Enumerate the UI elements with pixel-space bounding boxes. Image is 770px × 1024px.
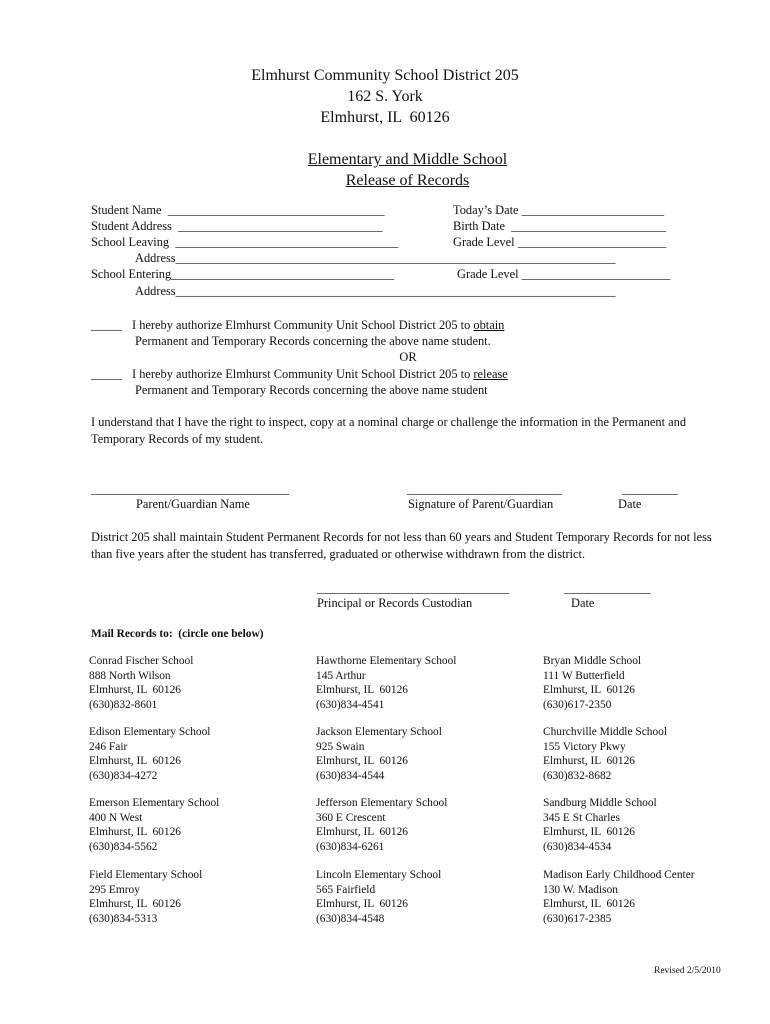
school-city: Elmhurst, IL 60126 xyxy=(543,826,635,839)
obtain-authorization-line2: Permanent and Temporary Records concerning the above name student. xyxy=(135,334,491,348)
parent-name-line[interactable]: ________________________________ xyxy=(91,482,290,496)
school-option[interactable] xyxy=(316,868,441,926)
school-name: Madison Early Childhood Center xyxy=(543,869,695,881)
school-name: Bryan Middle School xyxy=(543,655,642,667)
entering-address-field[interactable]: Address_______________________________________________________________________ xyxy=(135,284,616,298)
parent-name-label: Parent/Guardian Name xyxy=(136,497,250,511)
district-city: Elmhurst, IL 60126 xyxy=(320,109,450,126)
student-address-field[interactable]: Student Address _________________________________ xyxy=(91,219,383,233)
grade-level-leaving-field[interactable]: Grade Level ________________________ xyxy=(453,235,667,249)
mail-records-heading: Mail Records to: (circle one below) xyxy=(91,628,264,640)
school-option[interactable] xyxy=(543,654,641,712)
school-phone: (630)834-4544 xyxy=(316,769,385,782)
school-city: Elmhurst, IL 60126 xyxy=(543,684,635,697)
school-street: 925 Swain xyxy=(316,740,365,753)
obtain-checkbox-blank[interactable]: _____ xyxy=(91,318,122,332)
school-option[interactable] xyxy=(89,725,210,783)
school-street: 888 North Wilson xyxy=(89,669,171,682)
release-authorization xyxy=(132,366,508,382)
district-name: Elmhurst Community School District 205 xyxy=(251,67,519,84)
parent-signature-label: Signature of Parent/Guardian xyxy=(408,497,554,511)
school-name: Churchville Middle School xyxy=(543,726,668,738)
school-name: Hawthorne Elementary School xyxy=(316,655,457,667)
release-checkbox-blank[interactable]: _____ xyxy=(91,367,122,381)
school-phone: (630)617-2350 xyxy=(543,698,612,711)
school-option[interactable] xyxy=(543,796,657,854)
school-street: 246 Fair xyxy=(89,740,128,753)
leaving-address-field[interactable]: Address_______________________________________________________________________ xyxy=(135,251,616,265)
school-city: Elmhurst, IL 60126 xyxy=(543,755,635,768)
school-street: 360 E Crescent xyxy=(316,811,386,824)
school-phone: (630)834-6261 xyxy=(316,840,385,853)
school-street: 130 W. Madison xyxy=(543,883,618,896)
school-street: 111 W Butterfield xyxy=(543,669,625,682)
retention-statement: District 205 shall maintain Student Permanent Records for not less than 60 years and Student Temporary Records for not less than five years after the student has transferred, graduated or otherwise withdrawn from the district. xyxy=(91,530,712,561)
todays-date-field[interactable]: Today’s Date _______________________ xyxy=(453,203,665,217)
obtain-text: I hereby authorize Elmhurst Community Unit School District 205 to xyxy=(132,318,474,332)
custodian-signature-line[interactable]: _______________________________ xyxy=(317,581,510,595)
school-name: Conrad Fischer School xyxy=(89,655,194,667)
school-option[interactable] xyxy=(89,868,202,926)
school-name: Lincoln Elementary School xyxy=(316,869,442,881)
school-phone: (630)834-4541 xyxy=(316,698,385,711)
school-city: Elmhurst, IL 60126 xyxy=(543,898,635,911)
school-phone: (630)834-5562 xyxy=(89,840,158,853)
school-city: Elmhurst, IL 60126 xyxy=(89,755,181,768)
form-title-line2: Release of Records xyxy=(345,172,470,189)
release-keyword: release xyxy=(473,367,508,381)
school-name: Jefferson Elementary School xyxy=(316,797,448,809)
revised-date: Revised 2/5/2010 xyxy=(654,966,721,976)
school-phone: (630)832-8682 xyxy=(543,769,612,782)
school-phone: (630)834-5313 xyxy=(89,912,158,925)
school-name: Jackson Elementary School xyxy=(316,726,442,738)
student-name-field[interactable]: Student Name ___________________________________ xyxy=(91,203,385,217)
parent-signature-line[interactable]: _________________________ xyxy=(407,482,562,496)
form-title-line1: Elementary and Middle School xyxy=(307,151,508,168)
school-name: Sandburg Middle School xyxy=(543,797,657,809)
school-city: Elmhurst, IL 60126 xyxy=(89,826,181,839)
obtain-authorization xyxy=(132,317,504,333)
custodian-date-line[interactable]: ______________ xyxy=(564,581,651,595)
school-option[interactable] xyxy=(316,654,456,712)
school-name: Edison Elementary School xyxy=(89,726,211,738)
rights-statement: I understand that I have the right to inspect, copy at a nominal charge or challenge the information in the Permanent and Temporary Records of my student. xyxy=(91,415,687,446)
school-option[interactable] xyxy=(543,868,695,926)
school-option[interactable] xyxy=(316,725,442,783)
custodian-label: Principal or Records Custodian xyxy=(317,596,473,610)
school-option[interactable] xyxy=(316,796,447,854)
school-phone: (630)834-4548 xyxy=(316,912,385,925)
school-city: Elmhurst, IL 60126 xyxy=(89,684,181,697)
or-separator: OR xyxy=(399,350,417,364)
school-city: Elmhurst, IL 60126 xyxy=(316,826,408,839)
obtain-keyword: obtain xyxy=(473,318,505,332)
release-authorization-line2: Permanent and Temporary Records concerning the above name student xyxy=(135,383,488,397)
custodian-date-label: Date xyxy=(571,596,595,610)
school-city: Elmhurst, IL 60126 xyxy=(316,684,408,697)
parent-date-label: Date xyxy=(618,497,642,511)
parent-date-line[interactable]: _________ xyxy=(622,482,678,496)
grade-level-entering-field[interactable]: Grade Level ________________________ xyxy=(457,267,671,281)
school-street: 400 N West xyxy=(89,811,143,824)
school-street: 345 E St Charles xyxy=(543,811,620,824)
school-phone: (630)832-8601 xyxy=(89,698,158,711)
school-option[interactable] xyxy=(89,796,219,854)
school-name: Field Elementary School xyxy=(89,869,203,881)
school-name: Emerson Elementary School xyxy=(89,797,220,809)
school-option[interactable] xyxy=(543,725,667,783)
release-text: I hereby authorize Elmhurst Community Unit School District 205 to xyxy=(132,367,474,381)
school-phone: (630)834-4272 xyxy=(89,769,158,782)
school-phone: (630)617-2385 xyxy=(543,912,612,925)
school-street: 145 Arthur xyxy=(316,669,366,682)
school-city: Elmhurst, IL 60126 xyxy=(316,755,408,768)
school-leaving-field[interactable]: School Leaving ____________________________________ xyxy=(91,235,399,249)
school-city: Elmhurst, IL 60126 xyxy=(316,898,408,911)
school-city: Elmhurst, IL 60126 xyxy=(89,898,181,911)
school-option[interactable] xyxy=(89,654,193,712)
school-street: 155 Victory Pkwy xyxy=(543,740,626,753)
district-street: 162 S. York xyxy=(347,88,423,105)
birth-date-field[interactable]: Birth Date _________________________ xyxy=(453,219,667,233)
school-street: 565 Fairfield xyxy=(316,883,376,896)
school-entering-field[interactable]: School Entering____________________________________ xyxy=(91,267,395,281)
school-phone: (630)834-4534 xyxy=(543,840,612,853)
school-street: 295 Emroy xyxy=(89,883,140,896)
